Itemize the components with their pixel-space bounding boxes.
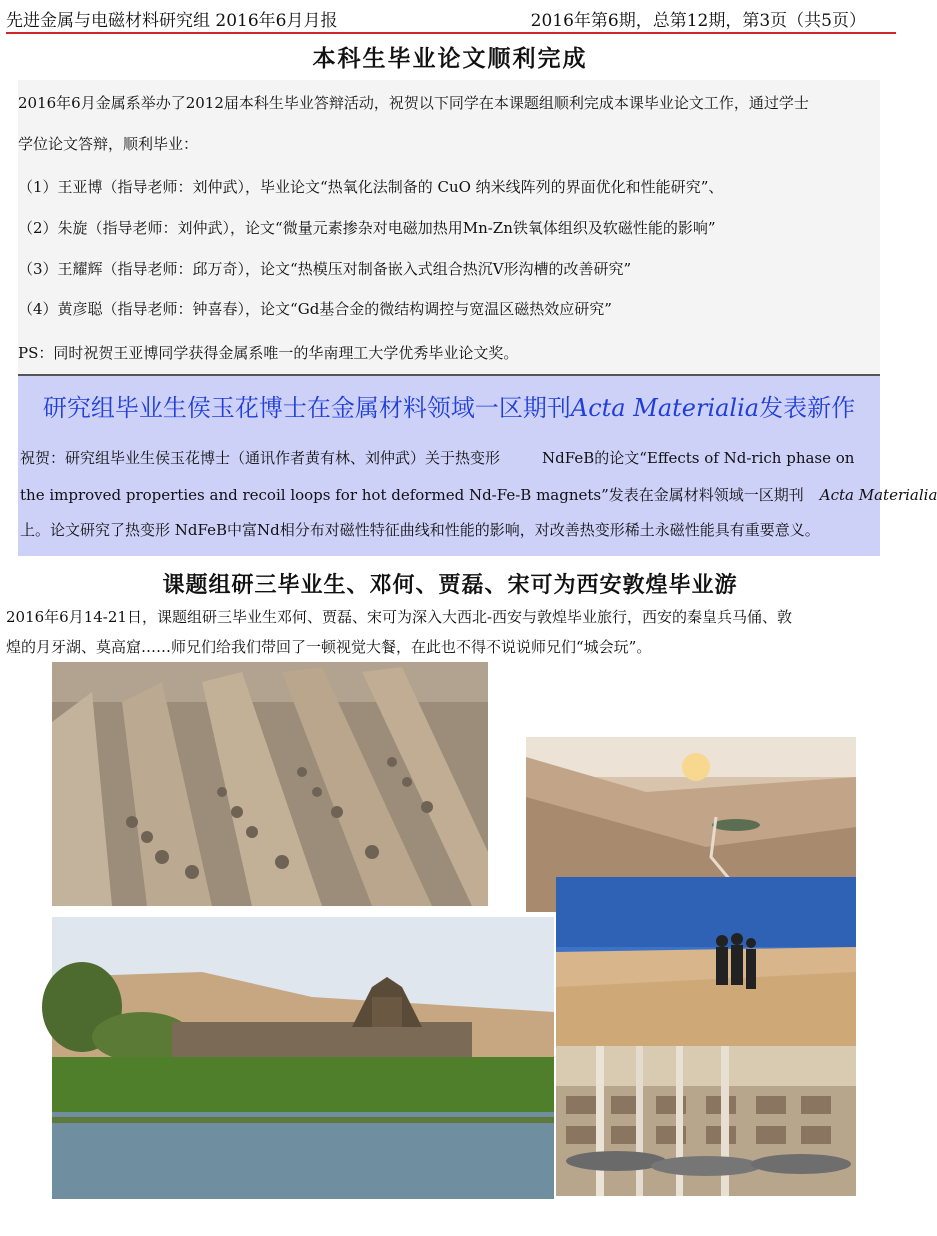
graduation-ps: PS：同时祝贺王亚博同学获得金属系唯一的华南理工大学优秀毕业论文奖。	[18, 344, 519, 362]
acta-body-line2	[20, 484, 937, 505]
graduation-item: （3）王耀辉（指导老师：邱万奇），论文“热模压对制备嵌入式组合热沉V形沟槽的改善研究”	[18, 260, 632, 278]
graduation-section-title: 本科生毕业论文顺利完成	[312, 45, 588, 72]
header-divider	[6, 32, 896, 34]
header-issue-info: 2016年第6期，总第12期，第3页（共5页）	[530, 11, 866, 31]
acta-line1-b: NdFeB的论文“Effects of Nd-rich phase on	[542, 449, 855, 467]
graduation-item: （2）朱旋（指导老师：刘仲武），论文“微量元素掺杂对电磁加热用Mn-Zn铁氧体组织及软磁性能的影响”	[18, 219, 716, 237]
acta-body-line1	[20, 447, 854, 468]
header-newsletter-name: 先进金属与电磁材料研究组 2016年6月月报	[6, 11, 338, 31]
acta-line2-journal: Acta Materialia	[819, 486, 937, 504]
trip-body-line1: 2016年6月14-21日，课题组研三毕业生邓何、贾磊、宋可为深入大西北-西安与敦煌毕业旅行，西安的秦皇兵马俑、敦	[6, 608, 793, 626]
photo-tourists-dune	[556, 877, 856, 1047]
graduation-intro-line1: 2016年6月金属系举办了2012届本科生毕业答辩活动，祝贺以下同学在本课题组顺利完成本课毕业论文工作，通过学士	[18, 94, 809, 112]
graduation-item: （1）王亚博（指导老师：刘仲武），毕业论文“热氧化法制备的 CuO 纳米线阵列的界面优化和性能研究”、	[18, 178, 724, 196]
acta-title-pre: 研究组毕业生侯玉花博士在金属材料领域一区期刊	[42, 394, 571, 422]
graduation-item: （4）黄彦聪（指导老师：钟喜春），论文“Gd基合金的微结构调控与宽温区磁热效应研究”	[18, 300, 612, 318]
page-header	[0, 0, 900, 34]
trip-body-line2: 煌的月牙湖、莫高窟……师兄们给我们带回了一顿视觉大餐，在此也不得不说说师兄们“城会玩”。	[6, 638, 652, 656]
trip-section-title: 课题组研三毕业生、邓何、贾磊、宋可为西安敦煌毕业游	[162, 572, 738, 598]
acta-title-journal: Acta Materialia	[570, 394, 760, 422]
acta-section	[18, 376, 937, 556]
graduation-intro-line2: 学位论文答辩，顺利毕业：	[18, 135, 199, 153]
acta-body-line3: 上。论文研究了热变形 NdFeB中富Nd相分布对磁性特征曲线和性能的影响，对改善热变形稀土永磁性能具有重要意义。	[20, 521, 820, 539]
acta-title-post: 发表新作	[759, 394, 856, 422]
photo-crescent-lake-pavilion	[52, 917, 554, 1199]
acta-line2-a: the improved properties and recoil loops for hot deformed Nd-Fe-B magnets”发表在金属材料领域一区期刊	[20, 486, 804, 504]
photo-terracotta-warriors	[52, 662, 488, 906]
graduation-section	[18, 80, 880, 376]
acta-section-title	[18, 388, 880, 423]
photo-mogao-grottoes	[556, 1046, 856, 1196]
acta-line1-a: 祝贺：研究组毕业生侯玉花博士（通讯作者黄有林、刘仲武）关于热变形	[20, 449, 501, 467]
